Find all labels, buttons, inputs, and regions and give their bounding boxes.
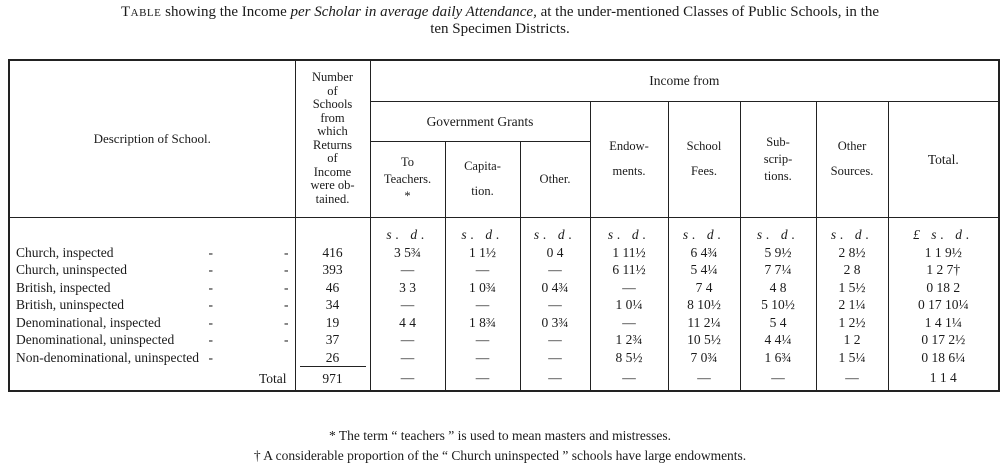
header-number-line: were ob- [310, 178, 355, 193]
number-cell: 26 [325, 349, 340, 365]
caption-prefix: Table [120, 4, 162, 20]
header-other-sources-line: Other [837, 139, 867, 153]
number-cell: 37 [325, 332, 340, 347]
row-dash: - [208, 332, 213, 348]
number-cell: 393 [322, 262, 343, 277]
row-description-text: Non-denominational, uninspected [16, 349, 199, 365]
to-teachers-cell: — [400, 349, 415, 365]
other-grants-cell: 0 4 [546, 244, 564, 260]
row-dash: - [208, 244, 213, 260]
income-table [8, 59, 1000, 392]
row-dash: - [208, 297, 213, 313]
header-number-line: of [327, 151, 338, 166]
row-description-text: Church, inspected [16, 244, 114, 260]
caption-part2: at the under-mentioned Classes of Public Schools, in the [536, 4, 879, 20]
header-number-line: Schools [312, 97, 353, 112]
total-row-label [16, 366, 295, 390]
endowments-column [590, 217, 668, 391]
header-subscriptions [740, 101, 816, 217]
header-number-line: tained. [315, 191, 350, 206]
other-sources-cell: 2 8½ [838, 244, 866, 260]
total-number: 971 [300, 366, 366, 391]
header-income-from: Income from [370, 60, 999, 101]
header-subscriptions-line: scrip- [763, 151, 793, 166]
other-grants-cell: — [548, 332, 562, 347]
unit-label: s. d. [756, 226, 800, 242]
total-column [888, 217, 999, 391]
total-cell: 1 2 7† [926, 262, 961, 277]
header-subscriptions-line: tions. [764, 168, 792, 183]
capitation-cell: — [475, 297, 490, 312]
header-to-teachers-line: * [404, 188, 411, 203]
subscriptions-cell: 5 4 [769, 314, 787, 330]
school-fees-cell: 5 4¼ [690, 262, 718, 277]
row-description-text: Denominational, uninspected [16, 332, 175, 348]
header-to-teachers [370, 141, 445, 217]
subscriptions-cell: 4 8 [769, 279, 787, 295]
number-cell: 34 [325, 297, 340, 312]
endowments-cell: 8 5½ [615, 349, 643, 365]
header-school-fees-line: School [686, 139, 722, 153]
total-cell: 0 18 2 [926, 279, 961, 295]
header-capitation-line: Capita- [464, 159, 501, 173]
school-fees-cell: 7 0¾ [690, 349, 718, 365]
to-teachers-cell: 4 4 [399, 314, 416, 330]
caption-line-1 [0, 4, 1000, 21]
unit-label: s. d. [682, 226, 726, 242]
school-fees-cell: 8 10½ [687, 297, 721, 312]
unit-label: s. d. [607, 226, 651, 242]
other-sources-cell: 2 8 [843, 262, 861, 277]
other-sources-total: — [845, 370, 859, 385]
header-other-sources [816, 101, 888, 217]
row-description [16, 296, 295, 314]
capitation-cell: 1 8¾ [469, 314, 496, 330]
caption-italic: per Scholar in average daily Attendance, [290, 4, 537, 20]
endowments-cell: — [622, 279, 636, 295]
header-endowments-line: Endow- [609, 139, 649, 153]
other-sources-cell: 2 1¼ [838, 297, 866, 312]
endowments-cell: 1 0¼ [615, 297, 643, 312]
school-fees-total: — [697, 370, 711, 385]
to-teachers-cell: — [400, 297, 415, 312]
other-sources-cell: 1 2½ [838, 314, 866, 330]
number-cell: 46 [325, 279, 340, 295]
other-grants-cell: 0 3¾ [541, 314, 569, 330]
capitation-cell: 1 1½ [469, 244, 496, 260]
to-teachers-cell: — [400, 332, 415, 347]
capitation-total: — [475, 370, 490, 385]
table-caption [0, 4, 1000, 38]
header-government-grants: Government Grants [370, 101, 590, 141]
header-capitation-line: tion. [471, 184, 494, 198]
capitation-cell: — [475, 332, 490, 347]
capitation-cell: — [475, 262, 490, 277]
header-school-fees-line: Fees. [690, 164, 718, 178]
subscriptions-total: — [771, 370, 785, 385]
row-dash: - [284, 279, 289, 295]
row-dash: - [208, 349, 213, 365]
caption-part1: showing the Income [161, 4, 291, 20]
header-number-line: Returns [313, 137, 352, 152]
number-cell: 416 [322, 244, 343, 260]
endowments-cell: 6 11½ [612, 262, 646, 277]
header-capitation [445, 141, 520, 217]
school-fees-cell: 6 4¾ [690, 244, 718, 260]
unit-label: s. d. [533, 226, 577, 242]
row-description [16, 244, 295, 262]
header-total: Total. [888, 101, 999, 217]
row-dash: - [208, 314, 213, 330]
row-description-text: British, uninspected [16, 297, 124, 313]
school-fees-cell: 7 4 [695, 279, 713, 295]
other-grants-column [520, 217, 590, 391]
row-description [16, 279, 295, 297]
unit-label: s. d. [386, 226, 429, 242]
school-fees-cell: 10 5½ [687, 332, 721, 347]
other-grants-cell: — [548, 297, 562, 312]
total-cell: 0 18 6¼ [921, 349, 966, 365]
school-fees-cell: 11 2¼ [687, 314, 721, 330]
row-description [16, 331, 295, 349]
row-dash: - [284, 332, 289, 348]
capitation-column [445, 217, 520, 391]
unit-label: £ s. d. [913, 226, 974, 242]
footnote-teachers: * The term “ teachers ” is used to mean masters and mistresses. [328, 428, 672, 443]
to-teachers-total: — [400, 370, 415, 385]
row-description-text: Denominational, inspected [16, 314, 161, 330]
total-cell: 0 17 10¼ [917, 297, 969, 312]
other-sources-cell: 1 5½ [838, 279, 866, 295]
subscriptions-cell: 5 10½ [761, 297, 795, 312]
endowments-cell: 1 11½ [612, 244, 646, 260]
header-school-fees [668, 101, 740, 217]
header-other: Other. [520, 141, 590, 217]
unit-label: s. d. [461, 226, 504, 242]
to-teachers-cell: 3 5¾ [394, 244, 421, 260]
header-number-line: from [320, 110, 345, 125]
other-sources-column [816, 217, 888, 391]
other-grants-cell: 0 4¾ [541, 279, 569, 295]
grand-total: 1 1 4 [929, 370, 957, 385]
header-number-line: which [317, 124, 348, 139]
total-cell: 1 1 9½ [924, 244, 962, 260]
row-description [16, 349, 295, 367]
subscriptions-cell: 5 9½ [764, 244, 792, 260]
other-grants-total: — [548, 370, 562, 385]
row-description-text: Church, uninspected [16, 262, 127, 278]
header-to-teachers-line: To [400, 154, 414, 169]
header-number-line: Number [312, 70, 353, 85]
total-cell: 0 17 2½ [921, 332, 966, 347]
school-fees-column [668, 217, 740, 391]
header-endowments-line: ments. [612, 164, 646, 178]
subscriptions-cell: 1 6¾ [764, 349, 792, 365]
number-column [295, 217, 370, 391]
subscriptions-column [740, 217, 816, 391]
number-cell: 19 [325, 314, 340, 330]
header-endowments [590, 101, 668, 217]
header-number [295, 60, 370, 217]
row-dash: - [284, 314, 289, 330]
row-description [16, 314, 295, 332]
header-subscriptions-line: Sub- [766, 134, 790, 149]
endowments-total: — [622, 370, 636, 385]
endowments-cell: — [622, 314, 636, 330]
row-dash: - [284, 262, 289, 278]
row-dash: - [208, 262, 213, 278]
description-column [9, 217, 295, 391]
row-description [16, 261, 295, 279]
endowments-cell: 1 2¾ [615, 332, 643, 347]
other-grants-cell: — [548, 262, 562, 277]
to-teachers-cell: 3 3 [399, 279, 416, 295]
subscriptions-cell: 4 4¼ [764, 332, 792, 347]
other-grants-cell: — [548, 349, 562, 365]
capitation-cell: 1 0¾ [469, 279, 496, 295]
header-number-line: of [327, 83, 338, 98]
caption-line-2: ten Specimen Districts. [430, 21, 570, 37]
header-to-teachers-line: Teachers. [383, 171, 432, 186]
header-other-sources-line: Sources. [830, 164, 874, 178]
other-sources-cell: 1 5¼ [838, 349, 866, 365]
unit-label: s. d. [830, 226, 874, 242]
row-dash: - [284, 244, 289, 260]
total-cell: 1 4 1¼ [924, 314, 962, 330]
footnote-church: † A considerable proportion of the “ Church uninspected ” schools have large endowments. [253, 448, 747, 463]
other-sources-cell: 1 2 [843, 332, 861, 347]
header-description: Description of School. [9, 60, 295, 217]
capitation-cell: — [475, 349, 490, 365]
total-label: Total [258, 370, 287, 386]
row-dash: - [208, 279, 213, 295]
to-teachers-cell: — [400, 262, 415, 277]
row-dash: - [284, 297, 289, 313]
header-number-line: Income [313, 164, 352, 179]
row-description-text: British, inspected [16, 279, 111, 295]
to-teachers-column [370, 217, 445, 391]
subscriptions-cell: 7 7¼ [764, 262, 792, 277]
